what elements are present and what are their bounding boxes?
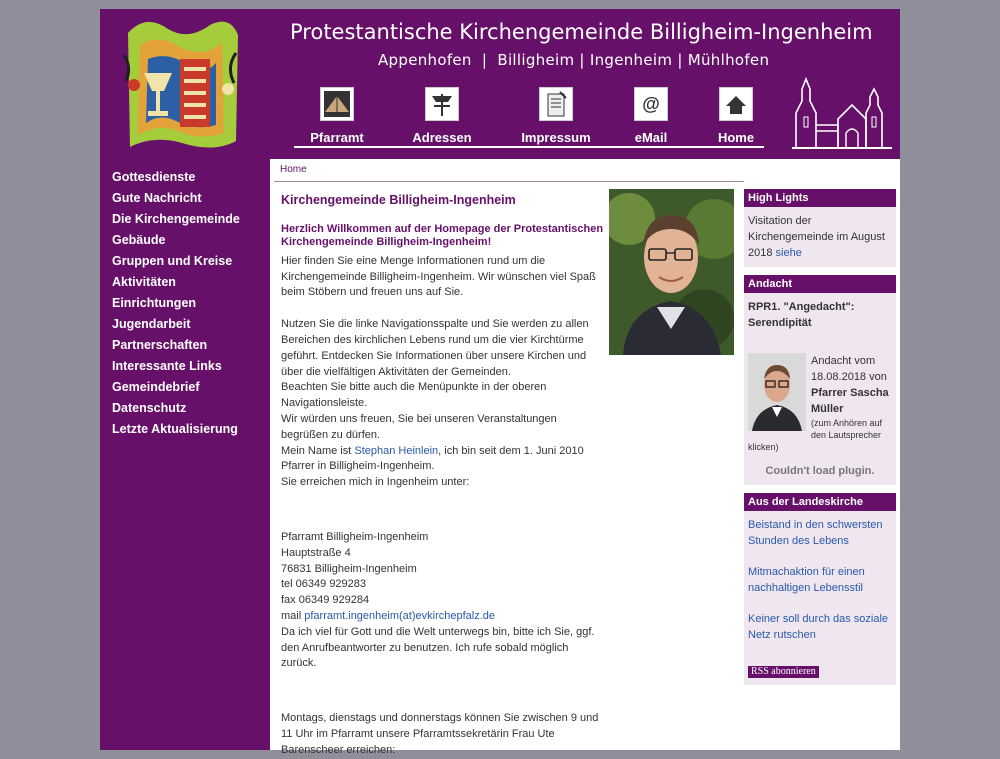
email-line	[281, 609, 606, 625]
andacht-entry	[748, 353, 892, 453]
box-body	[744, 293, 896, 485]
highlights-text: Visitation der Kirchengemeinde im August 2018	[748, 215, 885, 259]
sidebar-item-partnerschaften[interactable]: Partnerschaften	[112, 338, 208, 352]
church-roof-icon	[320, 87, 354, 121]
navigation-paragraph	[281, 317, 606, 491]
page	[100, 9, 900, 756]
header	[100, 9, 900, 159]
intro-paragraph: Hier finden Sie eine Menge Informationen rund um die Kirchengemeinde Billigheim-Ingenheim. Wir wünschen viel Spaß beim Stöbern und freuen uns auf Sie.	[281, 254, 596, 299]
home-icon	[719, 87, 753, 121]
top-navigation	[294, 87, 764, 149]
sidebar-item-links[interactable]: Interessante Links	[112, 359, 222, 373]
sidebar-item-gruppen[interactable]: Gruppen und Kreise	[112, 254, 233, 268]
landeskirche-box	[744, 493, 896, 685]
email-link[interactable]: pfarramt.ingenheim(at)evkirchepfalz.de	[304, 609, 495, 622]
page-title: Kirchengemeinde Billigheim-Ingenheim	[281, 193, 516, 207]
sidebar-item-gottesdienste[interactable]: Gottesdienste	[112, 170, 196, 184]
speaker-portrait-image[interactable]	[748, 353, 806, 431]
sidebar	[100, 159, 268, 750]
pastor-portrait-image	[609, 189, 734, 355]
address-block	[281, 530, 606, 672]
rss-subscribe-button[interactable]: RSS abonnieren	[748, 666, 819, 678]
address-line: Hauptstraße 4	[281, 546, 351, 559]
text-line: Wir würden uns freuen, Sie bei unseren Veranstaltungen begrüßen zu dürfen.	[281, 412, 557, 441]
sidebar-item-gemeindebrief[interactable]: Gemeindebrief	[112, 380, 200, 394]
topnav-home[interactable]	[706, 87, 766, 145]
phone-number: tel 06349 929283	[281, 578, 367, 591]
topnav-label: Adressen	[412, 130, 472, 145]
plugin-message: Couldn't load plugin.	[765, 465, 875, 477]
text-line: Sie erreichen mich in Ingenheim unter:	[281, 476, 470, 489]
andacht-date: Andacht vom 18.08.2018 von	[811, 355, 887, 383]
sidebar-item-jugendarbeit[interactable]: Jugendarbeit	[112, 317, 191, 331]
church-outline-icon	[790, 75, 894, 151]
logo-artwork[interactable]	[118, 15, 244, 152]
right-column	[744, 189, 896, 693]
box-title: High Lights	[744, 189, 896, 207]
pastor-name-link[interactable]: Stephan Heinlein	[354, 444, 439, 457]
svg-text:@: @	[642, 94, 660, 114]
box-body	[744, 511, 896, 685]
sidebar-item-gebaeude[interactable]: Gebäude	[112, 233, 166, 247]
news-link-2[interactable]: Mitmachaktion für einen nachhaltigen Lebensstil	[748, 566, 865, 594]
news-link-3[interactable]: Keiner soll durch das soziale Netz rutschen	[748, 613, 889, 641]
at-sign-icon	[634, 87, 668, 121]
andacht-subtitle: RPR1. "Angedacht": Serendipität	[748, 301, 855, 329]
topnav-label: Impressum	[521, 130, 591, 145]
topnav-email[interactable]	[621, 87, 681, 145]
main-content	[268, 159, 902, 756]
signpost-icon	[425, 87, 459, 121]
andacht-box	[744, 275, 896, 485]
sidebar-item-gute-nachricht[interactable]: Gute Nachricht	[112, 191, 202, 205]
address-line: Pfarramt Billigheim-Ingenheim	[281, 530, 429, 543]
topnav-impressum[interactable]	[516, 87, 596, 145]
andacht-note: (zum Anhören auf den Lautsprecher klicken)	[748, 418, 883, 452]
box-title: Andacht	[744, 275, 896, 293]
box-body	[744, 207, 896, 267]
text-line: Nutzen Sie die linke Navigationsspalte und Sie werden zu allen Bereichen des kirchlichen Lebens rund um die vier Kirchtürme geführt. Entdecken Sie Informationen über unsere Kirchen und über die vielfältigen Aktivitäten der Gemeinden.	[281, 318, 589, 378]
text-line: Da ich viel für Gott und die Welt unterwegs bin, bitte ich Sie, ggf. den Anrufbeantworter zu benutzen. Ich rufe sobald möglich zurück.	[281, 625, 595, 670]
topnav-label: Home	[717, 130, 755, 145]
welcome-heading: Herzlich Willkommen auf der Homepage der Protestantischen Kirchengemeinde Billigheim-Ingenheim!	[281, 222, 604, 248]
topnav-label: Pfarramt	[310, 130, 364, 145]
news-link-1[interactable]: Beistand in den schwersten Stunden des Lebens	[748, 519, 883, 547]
text-line: Beachten Sie bitte auch die Menüpunkte in der oberen Navigationsleiste.	[281, 381, 547, 410]
andacht-author: Pfarrer Sascha Müller	[811, 387, 889, 415]
topnav-pfarramt[interactable]	[307, 87, 367, 145]
text-fragment: mail	[281, 609, 305, 622]
sidebar-item-aktivitaeten[interactable]: Aktivitäten	[112, 275, 176, 289]
topnav-adressen[interactable]	[406, 87, 478, 145]
sidebar-item-aktualisierung[interactable]: Letzte Aktualisierung	[112, 422, 238, 436]
article	[281, 193, 606, 759]
highlights-link[interactable]: siehe	[775, 247, 802, 259]
sidebar-item-einrichtungen[interactable]: Einrichtungen	[112, 296, 197, 310]
text-fragment: , ich bin seit dem 1. Juni 2010 Pfarrer in Billigheim-Ingenheim.	[281, 444, 584, 473]
text-fragment: Mein Name ist	[281, 444, 355, 457]
breadcrumb-home-link[interactable]: Home	[280, 164, 307, 175]
sidebar-item-kirchengemeinde[interactable]: Die Kirchengemeinde	[112, 212, 240, 226]
fax-number: fax 06349 929284	[281, 594, 370, 607]
sidebar-item-datenschutz[interactable]: Datenschutz	[112, 401, 187, 415]
office-hours-text: Montags, dienstags und donnerstags können Sie zwischen 9 und 11 Uhr im Pfarramt unsere Pfarramtssekretärin Frau Ute Barenscheer erreichen:	[281, 712, 599, 756]
text-line	[281, 444, 606, 476]
breadcrumb-divider	[274, 181, 744, 182]
topnav-divider	[294, 146, 764, 148]
site-subtitle: Appenhofen | Billigheim | Ingenheim | Mühlhofen	[378, 51, 770, 69]
topnav-label: eMail	[634, 130, 668, 145]
box-title: Aus der Landeskirche	[744, 493, 896, 511]
highlights-box	[744, 189, 896, 267]
address-line: 76831 Billigheim-Ingenheim	[281, 562, 417, 575]
site-title: Protestantische Kirchengemeinde Billigheim-Ingenheim	[290, 20, 873, 44]
notepad-icon	[539, 87, 573, 121]
